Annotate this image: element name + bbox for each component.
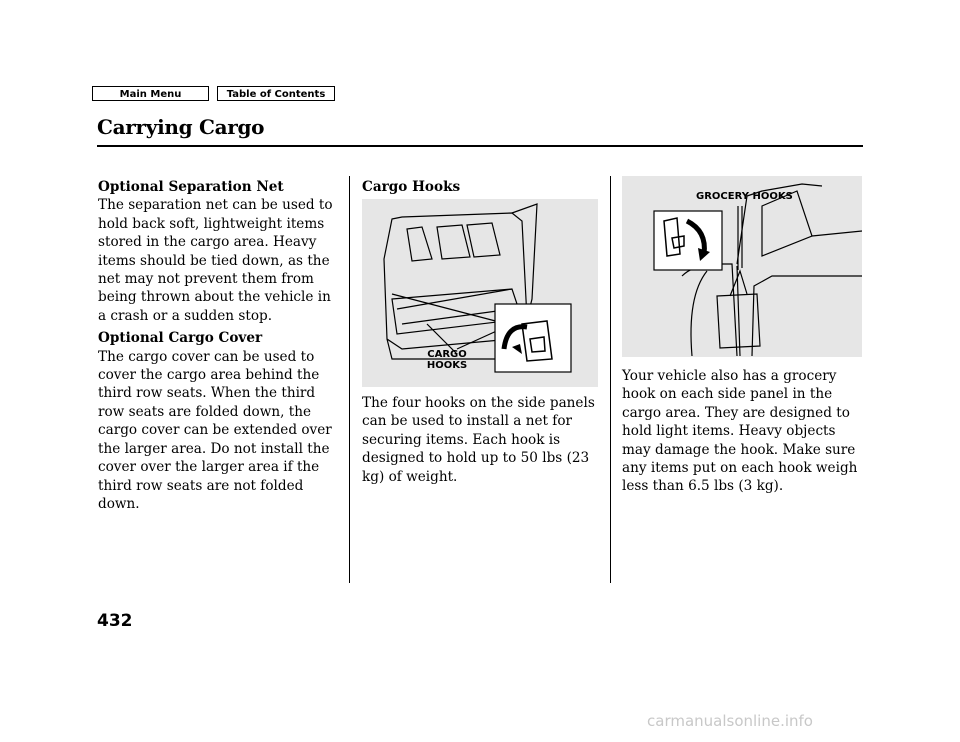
watermark: carmanualsonline.info xyxy=(647,712,813,730)
title-rule xyxy=(97,145,863,147)
grocery-hook-drawing xyxy=(622,176,862,357)
cargo-cover-heading: Optional Cargo Cover xyxy=(98,330,263,347)
column-middle xyxy=(362,178,602,196)
column-divider xyxy=(610,176,611,583)
column-right xyxy=(622,367,866,500)
cargo-cover-body: The cargo cover can be used to cover the cargo area behind the third row seats. When the third row seats are folded down, the cargo cover can be extended over the larger area. Do not install the cover over the larger area if the third row seats are not folded down. xyxy=(98,348,332,512)
table-of-contents-button[interactable]: Table of Contents xyxy=(217,86,335,101)
separation-net-body: The separation net can be used to hold back soft, lightweight items stored in the cargo area. Heavy items should be tied down, as the net may not prevent them from being thrown about the vehicle in a crash or a sudden stop. xyxy=(98,197,333,324)
column-divider xyxy=(349,176,350,583)
page-number: 432 xyxy=(97,611,133,631)
cargo-hooks-label: CARGO HOOKS xyxy=(426,349,468,371)
main-menu-button[interactable]: Main Menu xyxy=(92,86,209,101)
cargo-hooks-text xyxy=(362,394,602,490)
separation-net-heading: Optional Separation Net xyxy=(98,179,284,195)
column-left xyxy=(98,178,338,517)
cargo-area-drawing xyxy=(362,199,598,387)
cargo-hooks-illustration xyxy=(362,199,598,387)
grocery-hooks-label: GROCERY HOOKS xyxy=(696,191,793,202)
cargo-hooks-body: The four hooks on the side panels can be used to install a net for securing items. Each hook is designed to hold up to 50 lbs (23 kg) of weight. xyxy=(362,395,595,485)
cargo-hooks-heading: Cargo Hooks xyxy=(362,179,461,195)
page-title: Carrying Cargo xyxy=(97,115,265,139)
grocery-hooks-illustration xyxy=(622,176,862,357)
grocery-hooks-body: Your vehicle also has a grocery hook on each side panel in the cargo area. They are designed to hold light items. Heavy objects may damage the hook. Make sure any items put on each hook weigh less than 6.5 lbs (3 kg). xyxy=(622,368,858,495)
